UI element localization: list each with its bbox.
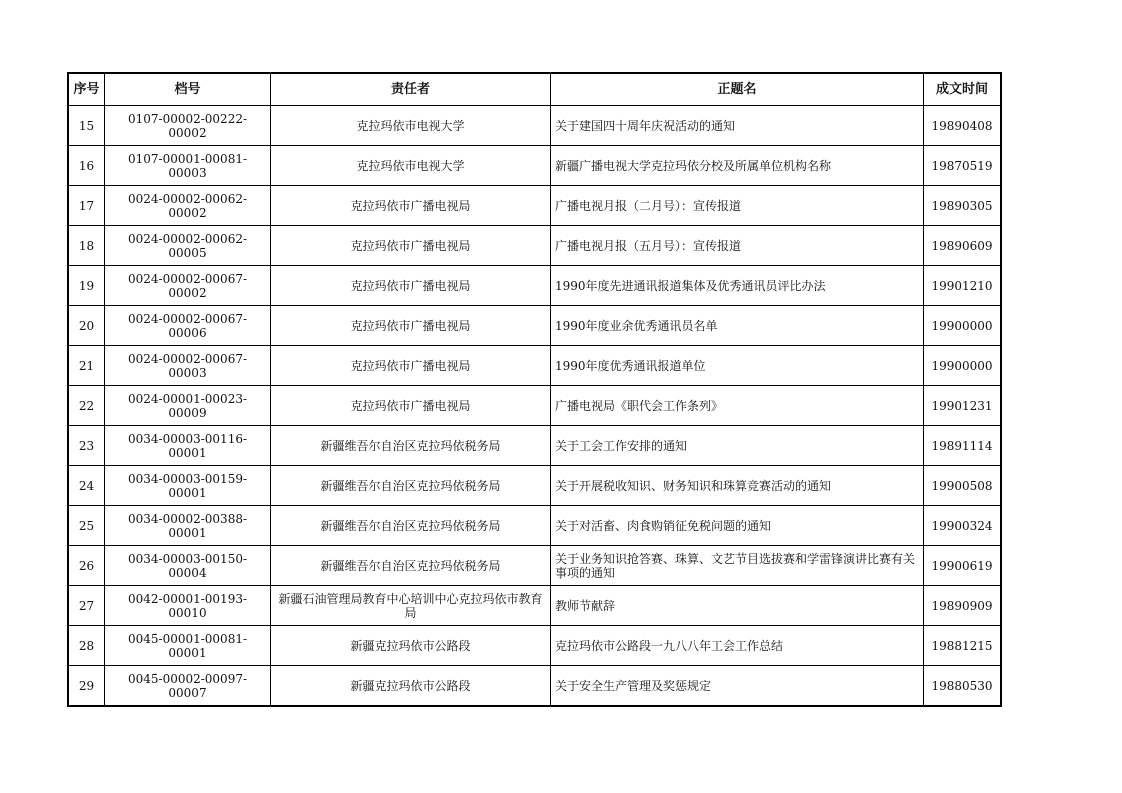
- table-row: [68, 626, 1001, 666]
- cell-responsible: 新疆维吾尔自治区克拉玛依税务局: [271, 466, 551, 506]
- table-row: [68, 466, 1001, 506]
- cell-title: 关于开展税收知识、财务知识和珠算竞赛活动的通知: [551, 466, 924, 506]
- cell-responsible: 克拉玛依市电视大学: [271, 106, 551, 146]
- cell-title: 关于业务知识抢答赛、珠算、文艺节目选拔赛和学雷锋演讲比赛有关事项的通知: [551, 546, 924, 586]
- cell-archive-no: 0024-00002-00062-00005: [105, 226, 271, 266]
- cell-seq: 17: [68, 186, 105, 226]
- table-header: [68, 73, 1001, 106]
- cell-archive-no: 0034-00003-00159-00001: [105, 466, 271, 506]
- cell-date: 19881215: [924, 626, 1002, 666]
- cell-date: 19900000: [924, 306, 1002, 346]
- cell-title: 关于安全生产管理及奖惩规定: [551, 666, 924, 707]
- archive-table: [67, 72, 1002, 707]
- cell-responsible: 新疆维吾尔自治区克拉玛依税务局: [271, 426, 551, 466]
- cell-title: 关于建国四十周年庆祝活动的通知: [551, 106, 924, 146]
- cell-responsible: 克拉玛依市广播电视局: [271, 266, 551, 306]
- cell-seq: 15: [68, 106, 105, 146]
- cell-responsible: 新疆石油管理局教育中心培训中心克拉玛依市教育局: [271, 586, 551, 626]
- table-body: [68, 106, 1001, 707]
- cell-responsible: 克拉玛依市广播电视局: [271, 346, 551, 386]
- table-row: [68, 186, 1001, 226]
- cell-title: 新疆广播电视大学克拉玛依分校及所属单位机构名称: [551, 146, 924, 186]
- cell-title: 广播电视局《职代会工作条列》: [551, 386, 924, 426]
- cell-date: 19870519: [924, 146, 1002, 186]
- table-row: [68, 506, 1001, 546]
- cell-date: 19901231: [924, 386, 1002, 426]
- cell-seq: 21: [68, 346, 105, 386]
- table-row: [68, 226, 1001, 266]
- header-responsible: 责任者: [271, 73, 551, 106]
- cell-responsible: 克拉玛依市电视大学: [271, 146, 551, 186]
- cell-responsible: 新疆维吾尔自治区克拉玛依税务局: [271, 506, 551, 546]
- cell-archive-no: 0045-00001-00081-00001: [105, 626, 271, 666]
- cell-responsible: 新疆维吾尔自治区克拉玛依税务局: [271, 546, 551, 586]
- cell-archive-no: 0024-00001-00023-00009: [105, 386, 271, 426]
- cell-date: 19890305: [924, 186, 1002, 226]
- cell-seq: 25: [68, 506, 105, 546]
- cell-responsible: 克拉玛依市广播电视局: [271, 226, 551, 266]
- cell-archive-no: 0034-00003-00116-00001: [105, 426, 271, 466]
- cell-archive-no: 0024-00002-00062-00002: [105, 186, 271, 226]
- table-row: [68, 586, 1001, 626]
- table-row: [68, 426, 1001, 466]
- cell-title: 广播电视月报（五月号）：宣传报道: [551, 226, 924, 266]
- table-row: [68, 146, 1001, 186]
- cell-title: 教师节献辞: [551, 586, 924, 626]
- cell-seq: 19: [68, 266, 105, 306]
- table-row: [68, 386, 1001, 426]
- cell-title: 关于工会工作安排的通知: [551, 426, 924, 466]
- header-title: 正题名: [551, 73, 924, 106]
- cell-archive-no: 0107-00001-00081-00003: [105, 146, 271, 186]
- cell-seq: 16: [68, 146, 105, 186]
- header-date: 成文时间: [924, 73, 1002, 106]
- cell-date: 19901210: [924, 266, 1002, 306]
- cell-date: 19890609: [924, 226, 1002, 266]
- table-row: [68, 546, 1001, 586]
- cell-archive-no: 0045-00002-00097-00007: [105, 666, 271, 707]
- cell-archive-no: 0024-00002-00067-00006: [105, 306, 271, 346]
- cell-responsible: 新疆克拉玛依市公路段: [271, 626, 551, 666]
- cell-archive-no: 0034-00002-00388-00001: [105, 506, 271, 546]
- cell-date: 19890408: [924, 106, 1002, 146]
- cell-title: 广播电视月报（二月号）：宣传报道: [551, 186, 924, 226]
- cell-seq: 24: [68, 466, 105, 506]
- cell-date: 19900000: [924, 346, 1002, 386]
- cell-seq: 23: [68, 426, 105, 466]
- cell-seq: 27: [68, 586, 105, 626]
- cell-archive-no: 0042-00001-00193-00010: [105, 586, 271, 626]
- cell-title: 关于对活畜、肉食购销征免税问题的通知: [551, 506, 924, 546]
- cell-title: 克拉玛依市公路段一九八八年工会工作总结: [551, 626, 924, 666]
- cell-seq: 22: [68, 386, 105, 426]
- table-row: [68, 266, 1001, 306]
- table-row: [68, 106, 1001, 146]
- cell-responsible: 克拉玛依市广播电视局: [271, 186, 551, 226]
- header-archive-no: 档号: [105, 73, 271, 106]
- cell-seq: 20: [68, 306, 105, 346]
- table-row: [68, 306, 1001, 346]
- cell-seq: 29: [68, 666, 105, 707]
- table-row: [68, 346, 1001, 386]
- header-seq: 序号: [68, 73, 105, 106]
- cell-date: 19880530: [924, 666, 1002, 707]
- cell-title: 1990年度优秀通讯报道单位: [551, 346, 924, 386]
- cell-date: 19900619: [924, 546, 1002, 586]
- cell-responsible: 新疆克拉玛依市公路段: [271, 666, 551, 707]
- cell-archive-no: 0034-00003-00150-00004: [105, 546, 271, 586]
- cell-archive-no: 0107-00002-00222-00002: [105, 106, 271, 146]
- header-row: [68, 73, 1001, 106]
- cell-date: 19891114: [924, 426, 1002, 466]
- cell-archive-no: 0024-00002-00067-00002: [105, 266, 271, 306]
- cell-archive-no: 0024-00002-00067-00003: [105, 346, 271, 386]
- cell-title: 1990年度业余优秀通讯员名单: [551, 306, 924, 346]
- cell-seq: 28: [68, 626, 105, 666]
- cell-date: 19890909: [924, 586, 1002, 626]
- cell-date: 19900508: [924, 466, 1002, 506]
- cell-date: 19900324: [924, 506, 1002, 546]
- cell-seq: 18: [68, 226, 105, 266]
- cell-responsible: 克拉玛依市广播电视局: [271, 306, 551, 346]
- cell-responsible: 克拉玛依市广播电视局: [271, 386, 551, 426]
- cell-seq: 26: [68, 546, 105, 586]
- table-row: [68, 666, 1001, 707]
- cell-title: 1990年度先进通讯报道集体及优秀通讯员评比办法: [551, 266, 924, 306]
